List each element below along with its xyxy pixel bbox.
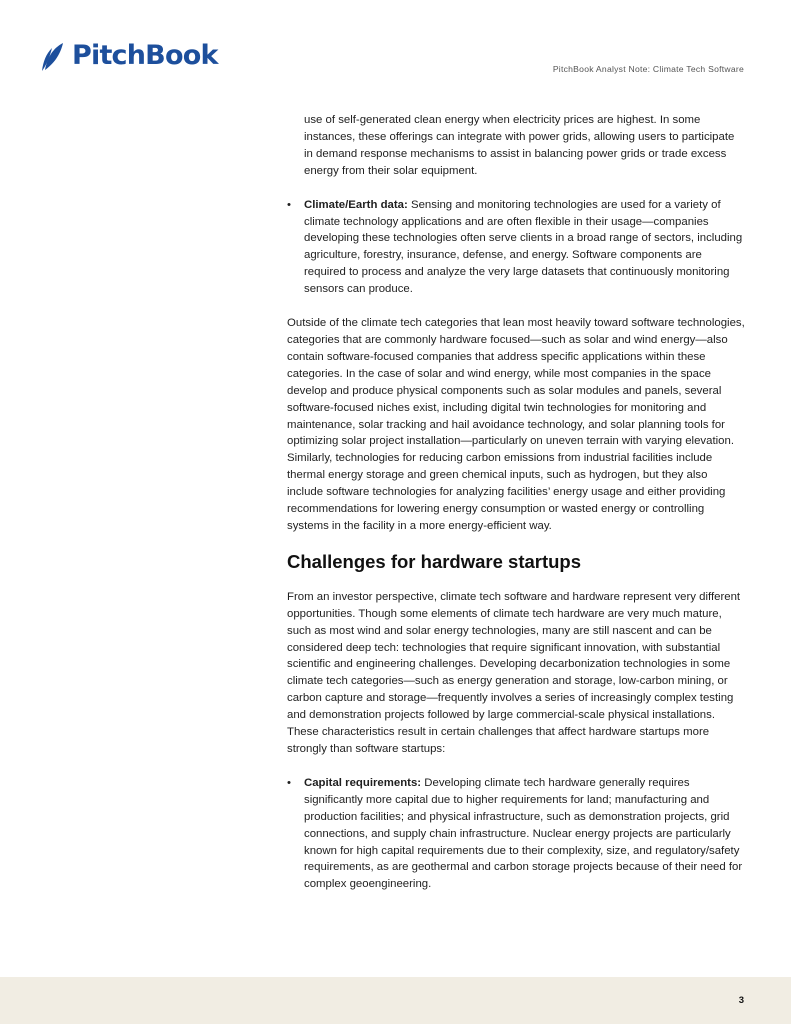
page-number: 3 [738,995,744,1006]
logo-wordmark: PitchBook [72,40,218,71]
body-paragraph: Outside of the climate tech categories that lean most heavily toward software technologies, categories that are commonly hardware focused—such as solar and wind energy—also contain software-focused companies that address specific applications within these categories. In the case of solar and wind energy, while most companies in the space develop and produce physical components such as solar modules and panels, several software-focused niches exist, including digital twin technologies for monitoring and maintenance, solar tracking and hail avoidance technology, and solar planning tools for optimizing solar project installation—particularly on uneven terrain with varying elevation. Similarly, technologies for reducing carbon emissions from industrial facilities include thermal energy storage and green chemical inputs, such as hydrogen, but they also include software technologies for analyzing facilities’ energy usage and either providing recommendations for lowering energy consumption or wasted energy or controlling systems in the facility in a more energy-efficient way. [287,317,745,532]
bullet-label: Capital requirements: [304,776,422,789]
bullet-climate-earth-data [287,197,745,298]
bullet-dot-icon: • [287,198,291,211]
bullet-dot-icon: • [287,776,291,789]
footer-band [0,977,791,1024]
document-body [287,112,745,893]
bullet-text: Sensing and monitoring technologies are used for a variety of climate technology applications and are often flexible in their usage—companies developing these technologies often serve clients in a broad range of sectors, including agriculture, forestry, insurance, defense, and energy. Software components are required to process and analyze the very large datasets that continuously monitoring sensors can produce. [304,198,743,296]
running-head: PitchBook Analyst Note: Climate Tech Software [552,64,744,74]
body-paragraph: From an investor perspective, climate tech software and hardware represent very different opportunities. Though some elements of climate tech hardware are very much mature, such as most wind and solar energy technologies, many are still nascent and can be considered deep tech: technologies that require significant innovation, with substantial scientific and engineering challenges. Developing decarbonization technologies in some climate tech categories—such as energy generation and storage, low-carbon mining, or carbon capture and storage—frequently involves a series of increasingly complex testing and demonstration projects followed by large commercial-scale physical installations. These characteristics result in certain challenges that affect hardware startups more strongly than software startups: [287,590,741,755]
continuation-paragraph: use of self-generated clean energy when electricity prices are highest. In some instances, these offerings can integrate with power grids, allowing users to participate in demand response mechanisms to assist in balancing power grids or trade excess energy from their solar equipment. [304,114,735,177]
section-heading: Challenges for hardware startups [287,550,582,572]
bullet-label: Climate/Earth data: [304,198,408,211]
pitchbook-logo [41,40,218,72]
bullet-capital-requirements [287,775,745,893]
pitchbook-leaf-icon [41,40,68,72]
bullet-text: Developing climate tech hardware generally requires significantly more capital due to higher requirements for land; manufacturing and production facilities; and physical infrastructure, such as demonstration projects, grid connections, and supply chain infrastructure. Nuclear energy projects are particularly known for high capital requirements due to their complexity, size, and regulatory/safety requirements, as are geothermal and carbon storage projects because of their need for complex geoengineering. [304,776,743,891]
